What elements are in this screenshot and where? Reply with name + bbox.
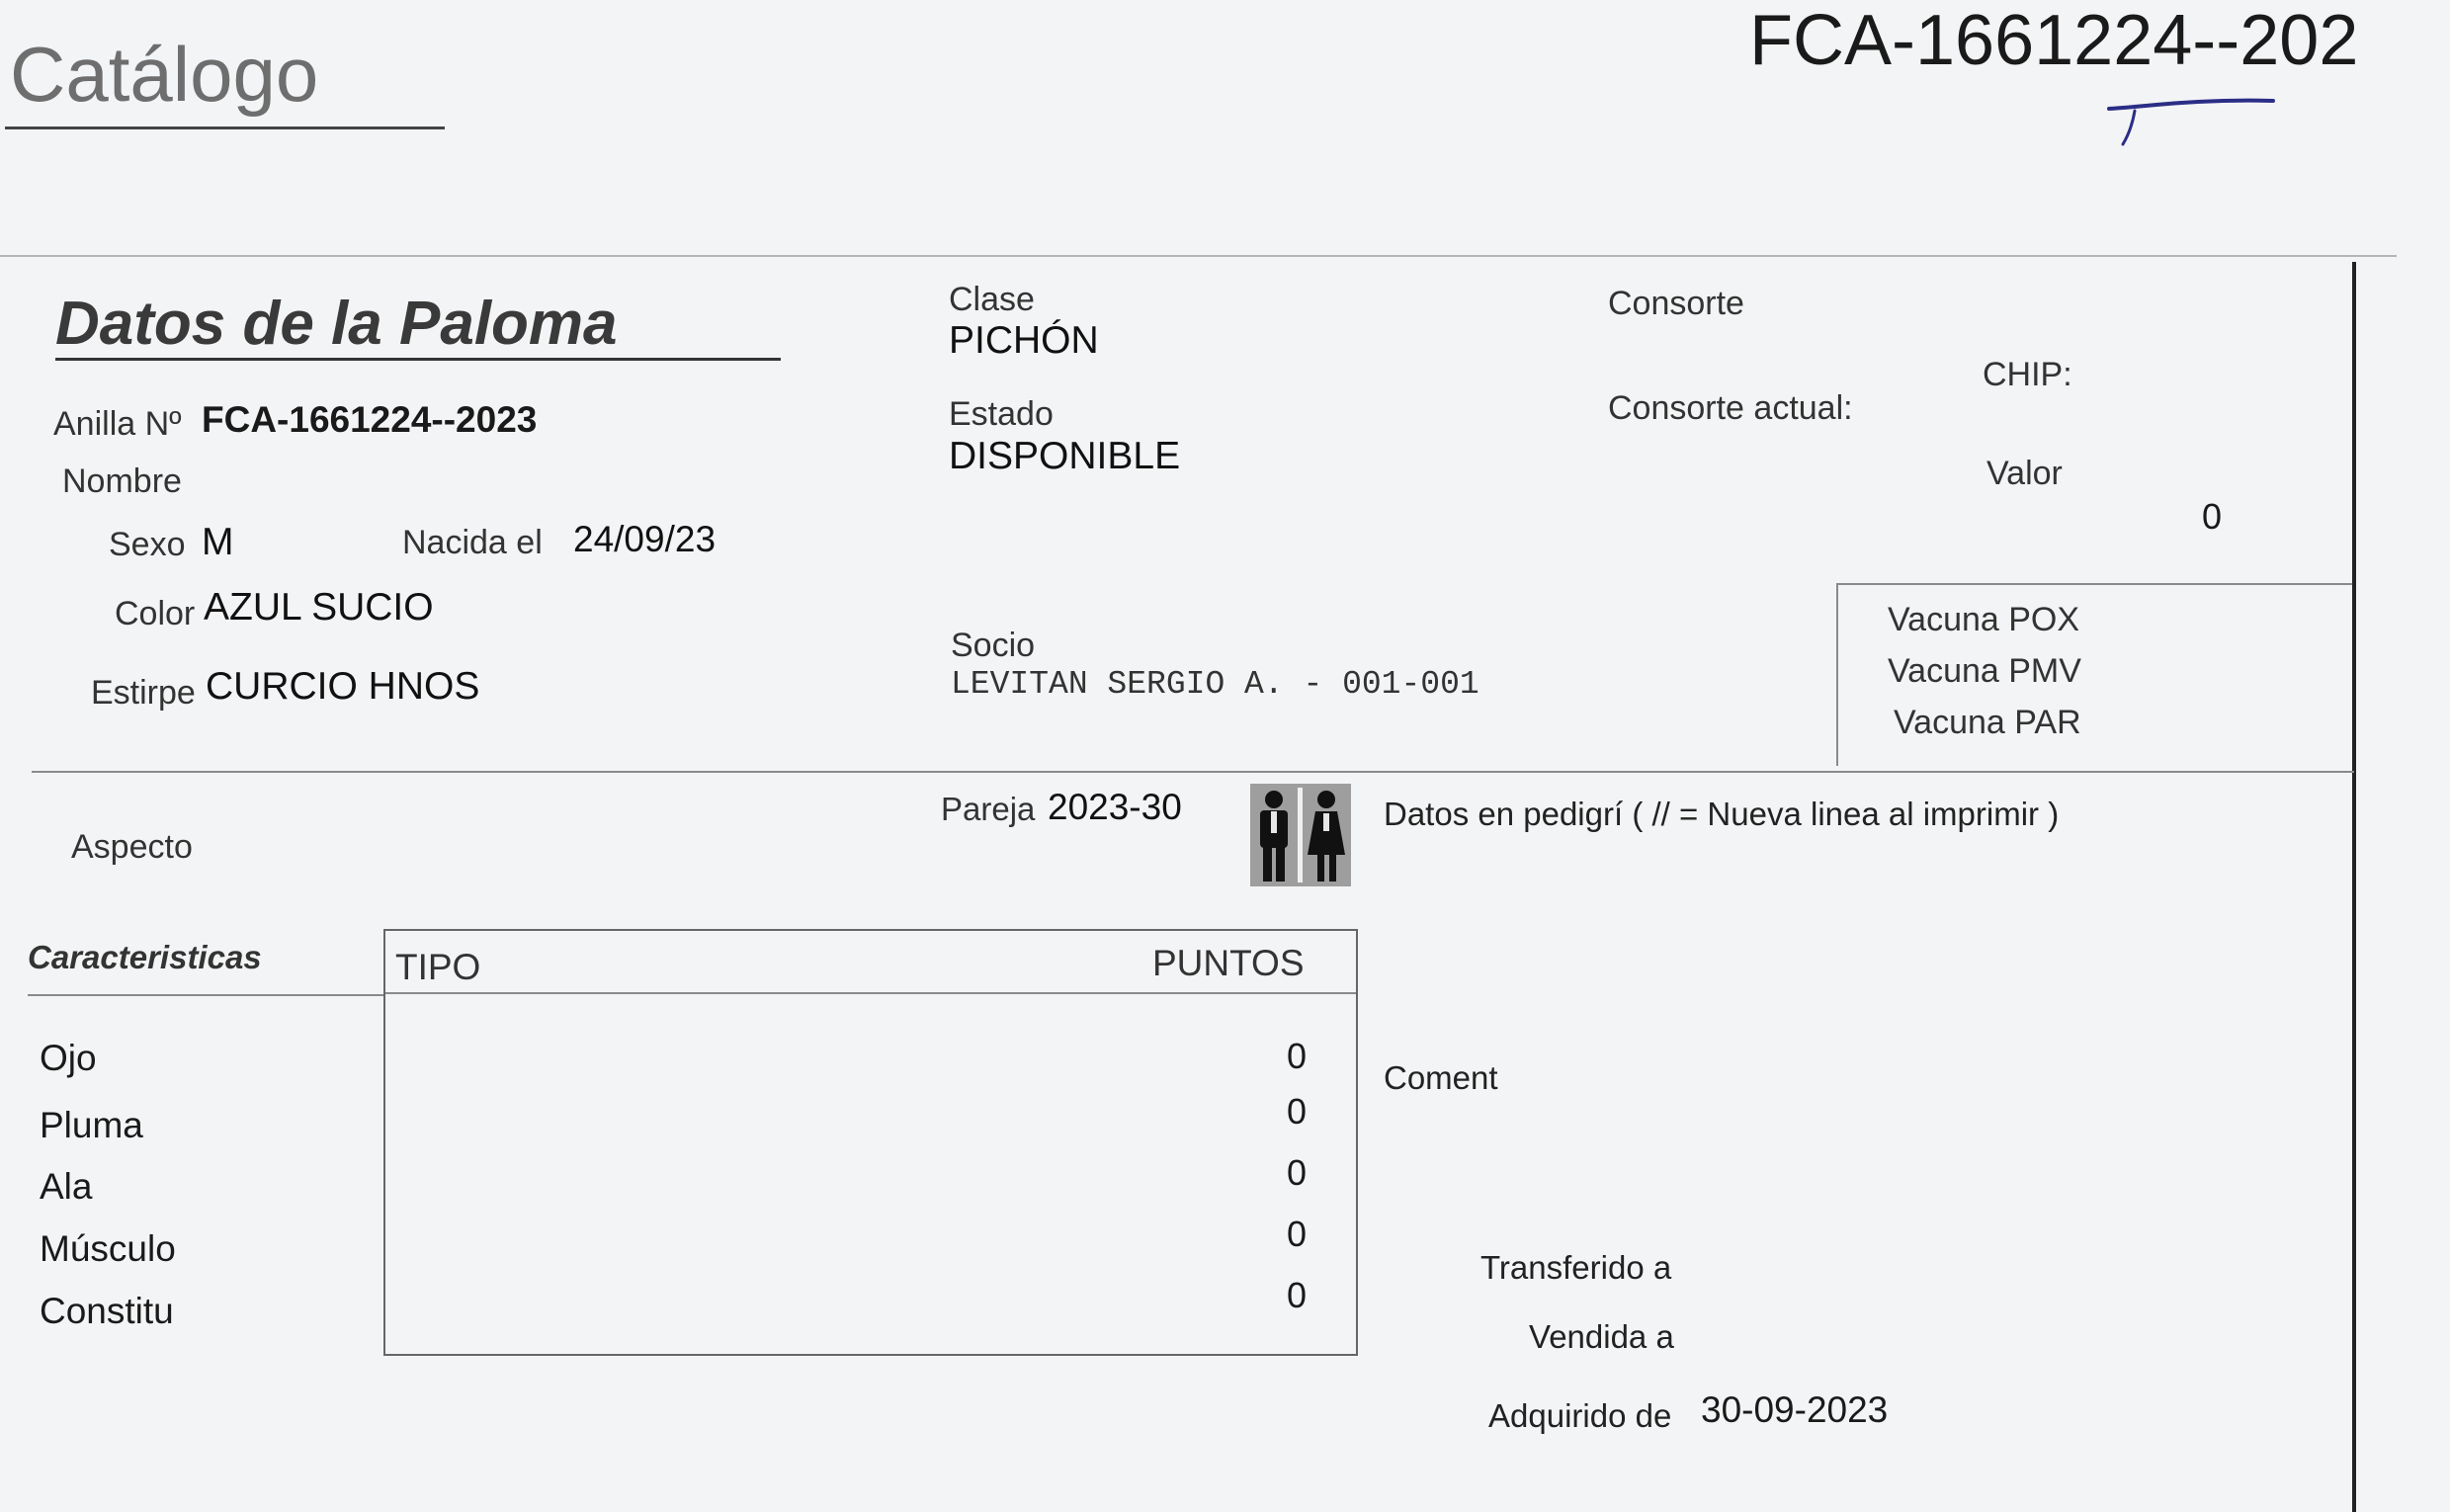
table-header-divider (385, 992, 1356, 994)
strain-label: Estirpe (91, 674, 196, 712)
acquired-label: Adquirido de (1488, 1397, 1672, 1434)
frame-top (0, 255, 2397, 257)
name-label: Nombre (62, 462, 182, 500)
row-points-constitution: 0 (1287, 1275, 1308, 1315)
col-type-header: TIPO (395, 947, 481, 987)
value-label: Valor (1986, 455, 2063, 492)
current-consort-label: Consorte actual: (1608, 389, 1853, 427)
vaccine-par: Vacuna PAR (1894, 704, 2081, 741)
row-points-feather: 0 (1287, 1091, 1308, 1132)
member-label: Socio (951, 627, 1036, 664)
pen-mark (2105, 87, 2283, 156)
pedigree-label: Datos en pedigrí ( // = Nueva linea al imprimir ) (1384, 796, 2060, 832)
strain-value: CURCIO HNOS (206, 665, 480, 708)
acquired-value: 30-09-2023 (1701, 1389, 1889, 1430)
sold-label: Vendida a (1529, 1318, 1674, 1355)
value-amount: 0 (2202, 496, 2223, 537)
class-value: PICHÓN (949, 319, 1099, 362)
pair-value: 2023-30 (1048, 787, 1182, 827)
vaccine-pmv: Vacuna PMV (1888, 652, 2081, 690)
col-points-header: PUNTOS (1152, 943, 1305, 983)
characteristics-underline (28, 994, 383, 996)
transferred-label: Transferido a (1480, 1249, 1672, 1286)
page-title: Catálogo (10, 31, 319, 118)
row-points-muscle: 0 (1287, 1214, 1308, 1254)
sex-label: Sexo (109, 526, 186, 563)
consort-label: Consorte (1608, 285, 1744, 322)
title-underline (5, 126, 445, 129)
chip-label: CHIP: (1983, 356, 2072, 393)
section-title-underline (55, 358, 781, 361)
aspect-label: Aspecto (71, 828, 193, 866)
ring-label: Anilla Nº (53, 405, 182, 443)
vaccine-box-top (1836, 583, 2352, 585)
comments-label: Coment (1384, 1059, 1498, 1096)
document-id: FCA-1661224--202 (1749, 1, 2359, 80)
frame-right (2352, 262, 2356, 1512)
vaccine-pox: Vacuna POX (1888, 601, 2080, 638)
characteristics-title: Caracteristicas (28, 939, 262, 975)
sex-value: M (202, 521, 234, 563)
row-points-eye: 0 (1287, 1036, 1308, 1076)
status-value: DISPONIBLE (949, 435, 1181, 477)
couple-icon[interactable] (1250, 784, 1351, 886)
class-label: Clase (949, 281, 1035, 318)
row-points-wing: 0 (1287, 1152, 1308, 1193)
row-name-wing: Ala (40, 1166, 93, 1207)
row-name-eye: Ojo (40, 1038, 97, 1078)
ring-value: FCA-1661224--2023 (202, 399, 538, 440)
born-label: Nacida el (402, 524, 543, 561)
vaccine-box-left (1836, 583, 1838, 766)
row-name-constitution: Constitu (40, 1291, 174, 1331)
member-value: LEVITAN SERGIO A. - 001-001 (951, 666, 1479, 703)
status-label: Estado (949, 395, 1054, 433)
row-name-muscle: Músculo (40, 1228, 176, 1269)
color-label: Color (115, 595, 196, 632)
row-name-feather: Pluma (40, 1105, 143, 1145)
color-value: AZUL SUCIO (204, 586, 434, 629)
pair-label: Pareja (941, 791, 1036, 827)
middle-divider (32, 771, 2354, 773)
born-value: 24/09/23 (573, 519, 717, 559)
section-title: Datos de la Paloma (55, 290, 618, 358)
